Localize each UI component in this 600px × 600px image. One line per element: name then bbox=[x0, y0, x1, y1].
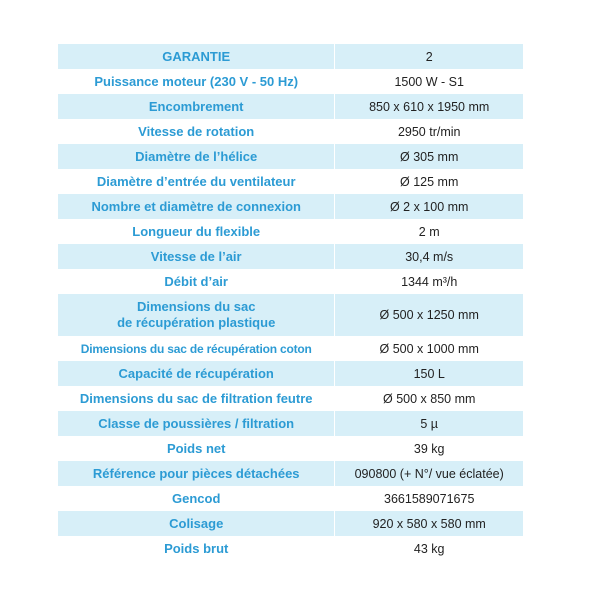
spec-value: 850 x 610 x 1950 mm bbox=[369, 99, 490, 114]
spec-label: Diamètre de l’hélice bbox=[135, 148, 258, 164]
spec-label: Dimensions du sac de récupération coton bbox=[80, 341, 312, 356]
spec-row-colisage bbox=[58, 511, 523, 536]
spec-label: Capacité de récupération bbox=[118, 365, 274, 381]
spec-row-gencod bbox=[58, 486, 523, 511]
spec-row-classe-poussieres bbox=[58, 411, 523, 436]
spec-label: Poids brut bbox=[164, 540, 229, 556]
spec-label: Référence pour pièces détachées bbox=[92, 465, 300, 481]
spec-row-encombrement bbox=[58, 94, 523, 119]
spec-label: Classe de poussières / filtration bbox=[98, 415, 295, 431]
spec-row-diametre-entree bbox=[58, 169, 523, 194]
spec-row-poids-brut bbox=[58, 536, 523, 561]
spec-row-diametre-helice bbox=[58, 144, 523, 169]
spec-label: Dimensions du sac de filtration feutre bbox=[79, 390, 313, 406]
spec-row-poids-net bbox=[58, 436, 523, 461]
spec-row-debit-air bbox=[58, 269, 523, 294]
spec-value: Ø 500 x 1250 mm bbox=[379, 308, 479, 322]
spec-row-longueur-flexible bbox=[58, 219, 523, 244]
spec-value: 090800 (+ N°/ vue éclatée) bbox=[354, 466, 504, 481]
specifications-table bbox=[58, 44, 523, 561]
spec-row-reference bbox=[58, 461, 523, 486]
spec-value: 5 µ bbox=[420, 416, 439, 431]
spec-value: 3661589071675 bbox=[384, 491, 475, 506]
spec-label: Diamètre d’entrée du ventilateur bbox=[96, 173, 296, 189]
spec-row-puissance bbox=[58, 69, 523, 94]
spec-value: 2950 tr/min bbox=[397, 124, 461, 139]
spec-label: Encombrement bbox=[148, 98, 244, 114]
spec-row-connexion bbox=[58, 194, 523, 219]
spec-row-garantie bbox=[58, 44, 523, 69]
spec-value: Ø 500 x 1000 mm bbox=[379, 341, 479, 356]
spec-value: 150 L bbox=[413, 366, 445, 381]
spec-label: Longueur du flexible bbox=[132, 223, 261, 239]
spec-value: 1500 W - S1 bbox=[394, 74, 464, 89]
spec-value: Ø 305 mm bbox=[400, 149, 459, 164]
spec-value: 1344 m³/h bbox=[401, 274, 458, 289]
spec-value: Ø 125 mm bbox=[400, 174, 459, 189]
spec-value: 920 x 580 x 580 mm bbox=[372, 516, 486, 531]
spec-value: 30,4 m/s bbox=[405, 249, 454, 264]
spec-row-capacite bbox=[58, 361, 523, 386]
spec-value: 2 bbox=[425, 49, 433, 64]
spec-row-sac-coton bbox=[58, 336, 523, 361]
spec-label: Puissance moteur (230 V - 50 Hz) bbox=[94, 73, 299, 89]
spec-label: Poids net bbox=[166, 440, 226, 456]
spec-value: 2 m bbox=[418, 224, 440, 239]
spec-label: Vitesse de rotation bbox=[138, 123, 255, 139]
spec-value: Ø 2 x 100 mm bbox=[389, 199, 469, 214]
spec-row-sac-plastique bbox=[58, 294, 523, 336]
spec-row-vitesse-rotation bbox=[58, 119, 523, 144]
spec-label: Vitesse de l’air bbox=[150, 248, 242, 264]
spec-label: Dimensions du sac de récupération plastique bbox=[117, 299, 276, 330]
spec-label: Gencod bbox=[172, 490, 221, 506]
spec-row-sac-feutre bbox=[58, 386, 523, 411]
spec-value: Ø 500 x 850 mm bbox=[383, 391, 476, 406]
spec-value: 43 kg bbox=[413, 541, 445, 556]
spec-label: Débit d’air bbox=[164, 273, 228, 289]
spec-row-vitesse-air bbox=[58, 244, 523, 269]
spec-label: Colisage bbox=[169, 515, 224, 531]
spec-label: Nombre et diamètre de connexion bbox=[91, 198, 301, 214]
spec-label: GARANTIE bbox=[162, 48, 231, 64]
spec-value: 39 kg bbox=[413, 441, 445, 456]
